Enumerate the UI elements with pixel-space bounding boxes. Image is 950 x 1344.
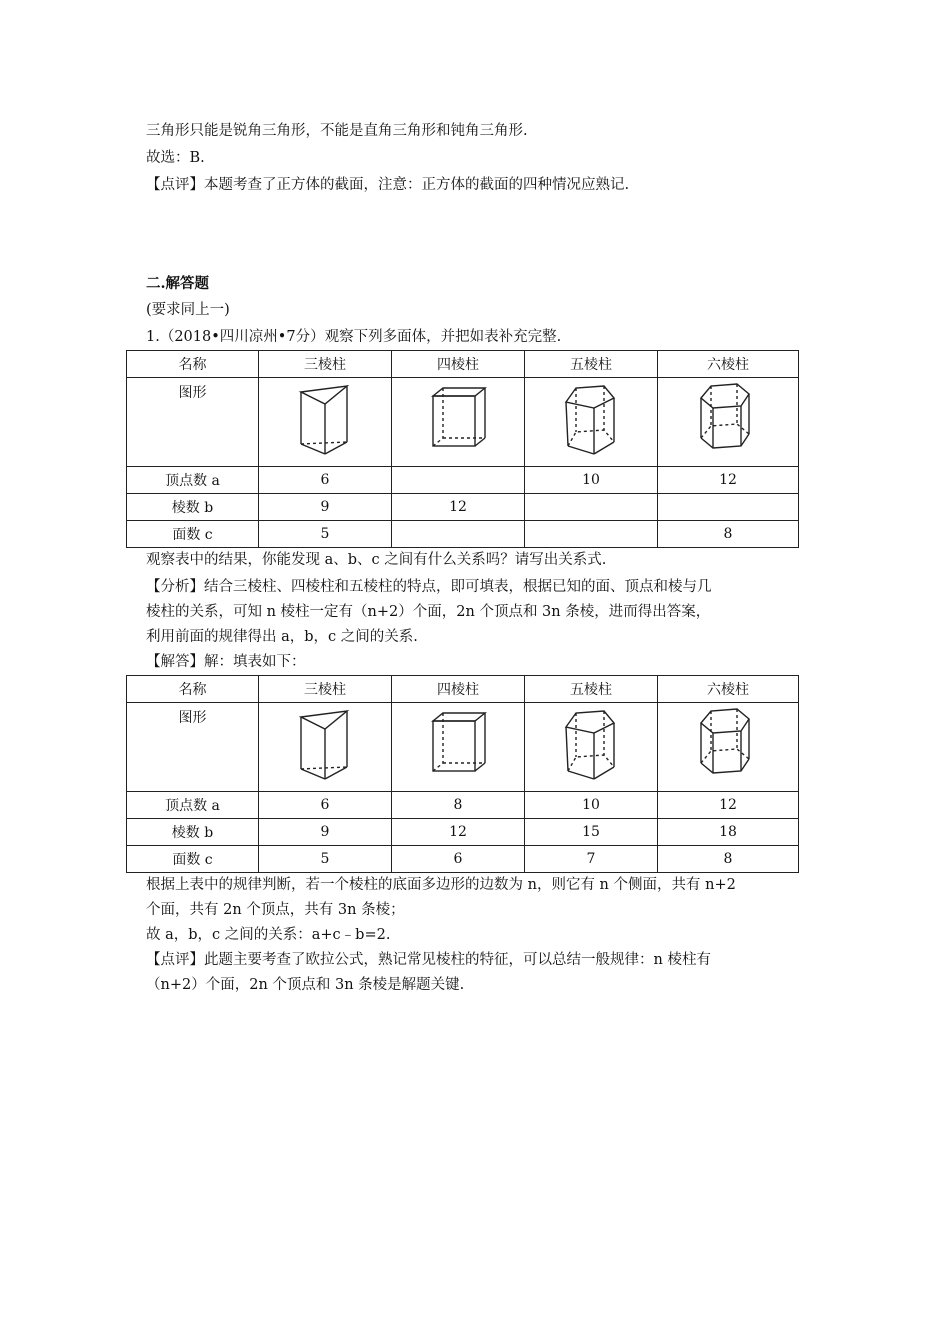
table-header-row bbox=[127, 676, 799, 703]
text-line: 三角形只能是锐角三角形，不能是直角三角形和钝角三角形. bbox=[146, 123, 528, 139]
table-row bbox=[127, 792, 799, 819]
table-cell: 8 bbox=[392, 792, 525, 819]
figure-row bbox=[127, 703, 799, 792]
table-cell bbox=[525, 494, 658, 521]
figure-cell bbox=[658, 703, 799, 792]
table-cell: 10 bbox=[525, 792, 658, 819]
conclusion-line: 个面，共有 2n 个顶点，共有 3n 条棱； bbox=[146, 902, 405, 918]
analysis-line: 利用前面的规律得出 a，b，c 之间的关系. bbox=[146, 629, 418, 645]
table-header-row bbox=[127, 351, 799, 378]
table-cell: 10 bbox=[525, 467, 658, 494]
quadrangular-prism-figure bbox=[423, 705, 493, 785]
table-cell: 18 bbox=[658, 819, 799, 846]
table-row bbox=[127, 467, 799, 494]
table-cell bbox=[392, 467, 525, 494]
table-cell: 12 bbox=[658, 467, 799, 494]
header-cell: 六棱柱 bbox=[658, 351, 799, 378]
figure-row bbox=[127, 378, 799, 467]
table-row bbox=[127, 846, 799, 873]
header-cell: 五棱柱 bbox=[525, 676, 658, 703]
table-cell: 6 bbox=[392, 846, 525, 873]
solution-line: 【解答】解：填表如下： bbox=[146, 654, 306, 670]
table-cell: 8 bbox=[658, 521, 799, 548]
table-row bbox=[127, 494, 799, 521]
hexagonal-prism-figure bbox=[693, 380, 763, 460]
table-cell: 6 bbox=[259, 792, 392, 819]
table-row bbox=[127, 819, 799, 846]
conclusion-line: 根据上表中的规律判断，若一个棱柱的底面多边形的边数为 n，则它有 n 个侧面，共有 n+2 bbox=[146, 877, 736, 893]
text-line: 故选：B. bbox=[146, 150, 205, 166]
table-cell: 12 bbox=[392, 819, 525, 846]
table-cell: 8 bbox=[658, 846, 799, 873]
row-label: 面数 c bbox=[127, 521, 259, 548]
figure-cell bbox=[525, 378, 658, 467]
text-line: 【点评】本题考查了正方体的截面，注意：正方体的截面的四种情况应熟记. bbox=[146, 177, 630, 193]
row-label: 面数 c bbox=[127, 846, 259, 873]
row-label: 棱数 b bbox=[127, 819, 259, 846]
quadrangular-prism-figure bbox=[423, 380, 493, 460]
table-cell: 9 bbox=[259, 494, 392, 521]
conclusion-line: 故 a，b，c 之间的关系：a+c﹣b=2. bbox=[146, 927, 391, 943]
figure-label: 图形 bbox=[127, 378, 259, 467]
row-label: 顶点数 a bbox=[127, 792, 259, 819]
figure-label: 图形 bbox=[127, 703, 259, 792]
table-cell: 15 bbox=[525, 819, 658, 846]
table-1 bbox=[126, 350, 799, 548]
table-2 bbox=[126, 675, 799, 873]
figure-cell bbox=[259, 378, 392, 467]
table-row bbox=[127, 521, 799, 548]
table-cell: 5 bbox=[259, 846, 392, 873]
header-cell: 三棱柱 bbox=[259, 351, 392, 378]
figure-cell bbox=[259, 703, 392, 792]
comment-line: 【点评】此题主要考查了欧拉公式，熟记常见棱柱的特征，可以总结一般规律：n 棱柱有 bbox=[146, 952, 711, 968]
analysis-line: 【分析】结合三棱柱、四棱柱和五棱柱的特点，即可填表，根据已知的面、顶点和棱与几 bbox=[146, 579, 712, 595]
table-cell: 12 bbox=[658, 792, 799, 819]
question-text: 1.（2018•四川凉州•7分）观察下列多面体，并把如表补充完整. bbox=[146, 329, 562, 345]
table-cell bbox=[392, 521, 525, 548]
figure-cell bbox=[658, 378, 799, 467]
table-cell bbox=[658, 494, 799, 521]
section-note: (要求同上一) bbox=[146, 302, 230, 318]
text-line: 观察表中的结果，你能发现 a、b、c 之间有什么关系吗？请写出关系式. bbox=[146, 552, 607, 568]
pentagonal-prism-figure bbox=[556, 380, 626, 460]
figure-cell bbox=[392, 378, 525, 467]
header-cell: 五棱柱 bbox=[525, 351, 658, 378]
hexagonal-prism-figure bbox=[693, 705, 763, 785]
header-cell: 名称 bbox=[127, 676, 259, 703]
row-label: 顶点数 a bbox=[127, 467, 259, 494]
triangular-prism-figure bbox=[295, 380, 355, 460]
table-cell bbox=[525, 521, 658, 548]
pentagonal-prism-figure bbox=[556, 705, 626, 785]
analysis-line: 棱柱的关系，可知 n 棱柱一定有（n+2）个面，2n 个顶点和 3n 条棱，进而得出答案， bbox=[146, 604, 711, 620]
table-cell: 12 bbox=[392, 494, 525, 521]
figure-cell bbox=[525, 703, 658, 792]
header-cell: 三棱柱 bbox=[259, 676, 392, 703]
header-cell: 四棱柱 bbox=[392, 676, 525, 703]
table-cell: 9 bbox=[259, 819, 392, 846]
comment-line: （n+2）个面，2n 个顶点和 3n 条棱是解题关键. bbox=[146, 977, 465, 993]
table-cell: 6 bbox=[259, 467, 392, 494]
figure-cell bbox=[392, 703, 525, 792]
header-cell: 四棱柱 bbox=[392, 351, 525, 378]
header-cell: 六棱柱 bbox=[658, 676, 799, 703]
section-heading: 二.解答题 bbox=[146, 275, 210, 292]
table-cell: 7 bbox=[525, 846, 658, 873]
row-label: 棱数 b bbox=[127, 494, 259, 521]
triangular-prism-figure bbox=[295, 705, 355, 785]
table-cell: 5 bbox=[259, 521, 392, 548]
header-cell: 名称 bbox=[127, 351, 259, 378]
